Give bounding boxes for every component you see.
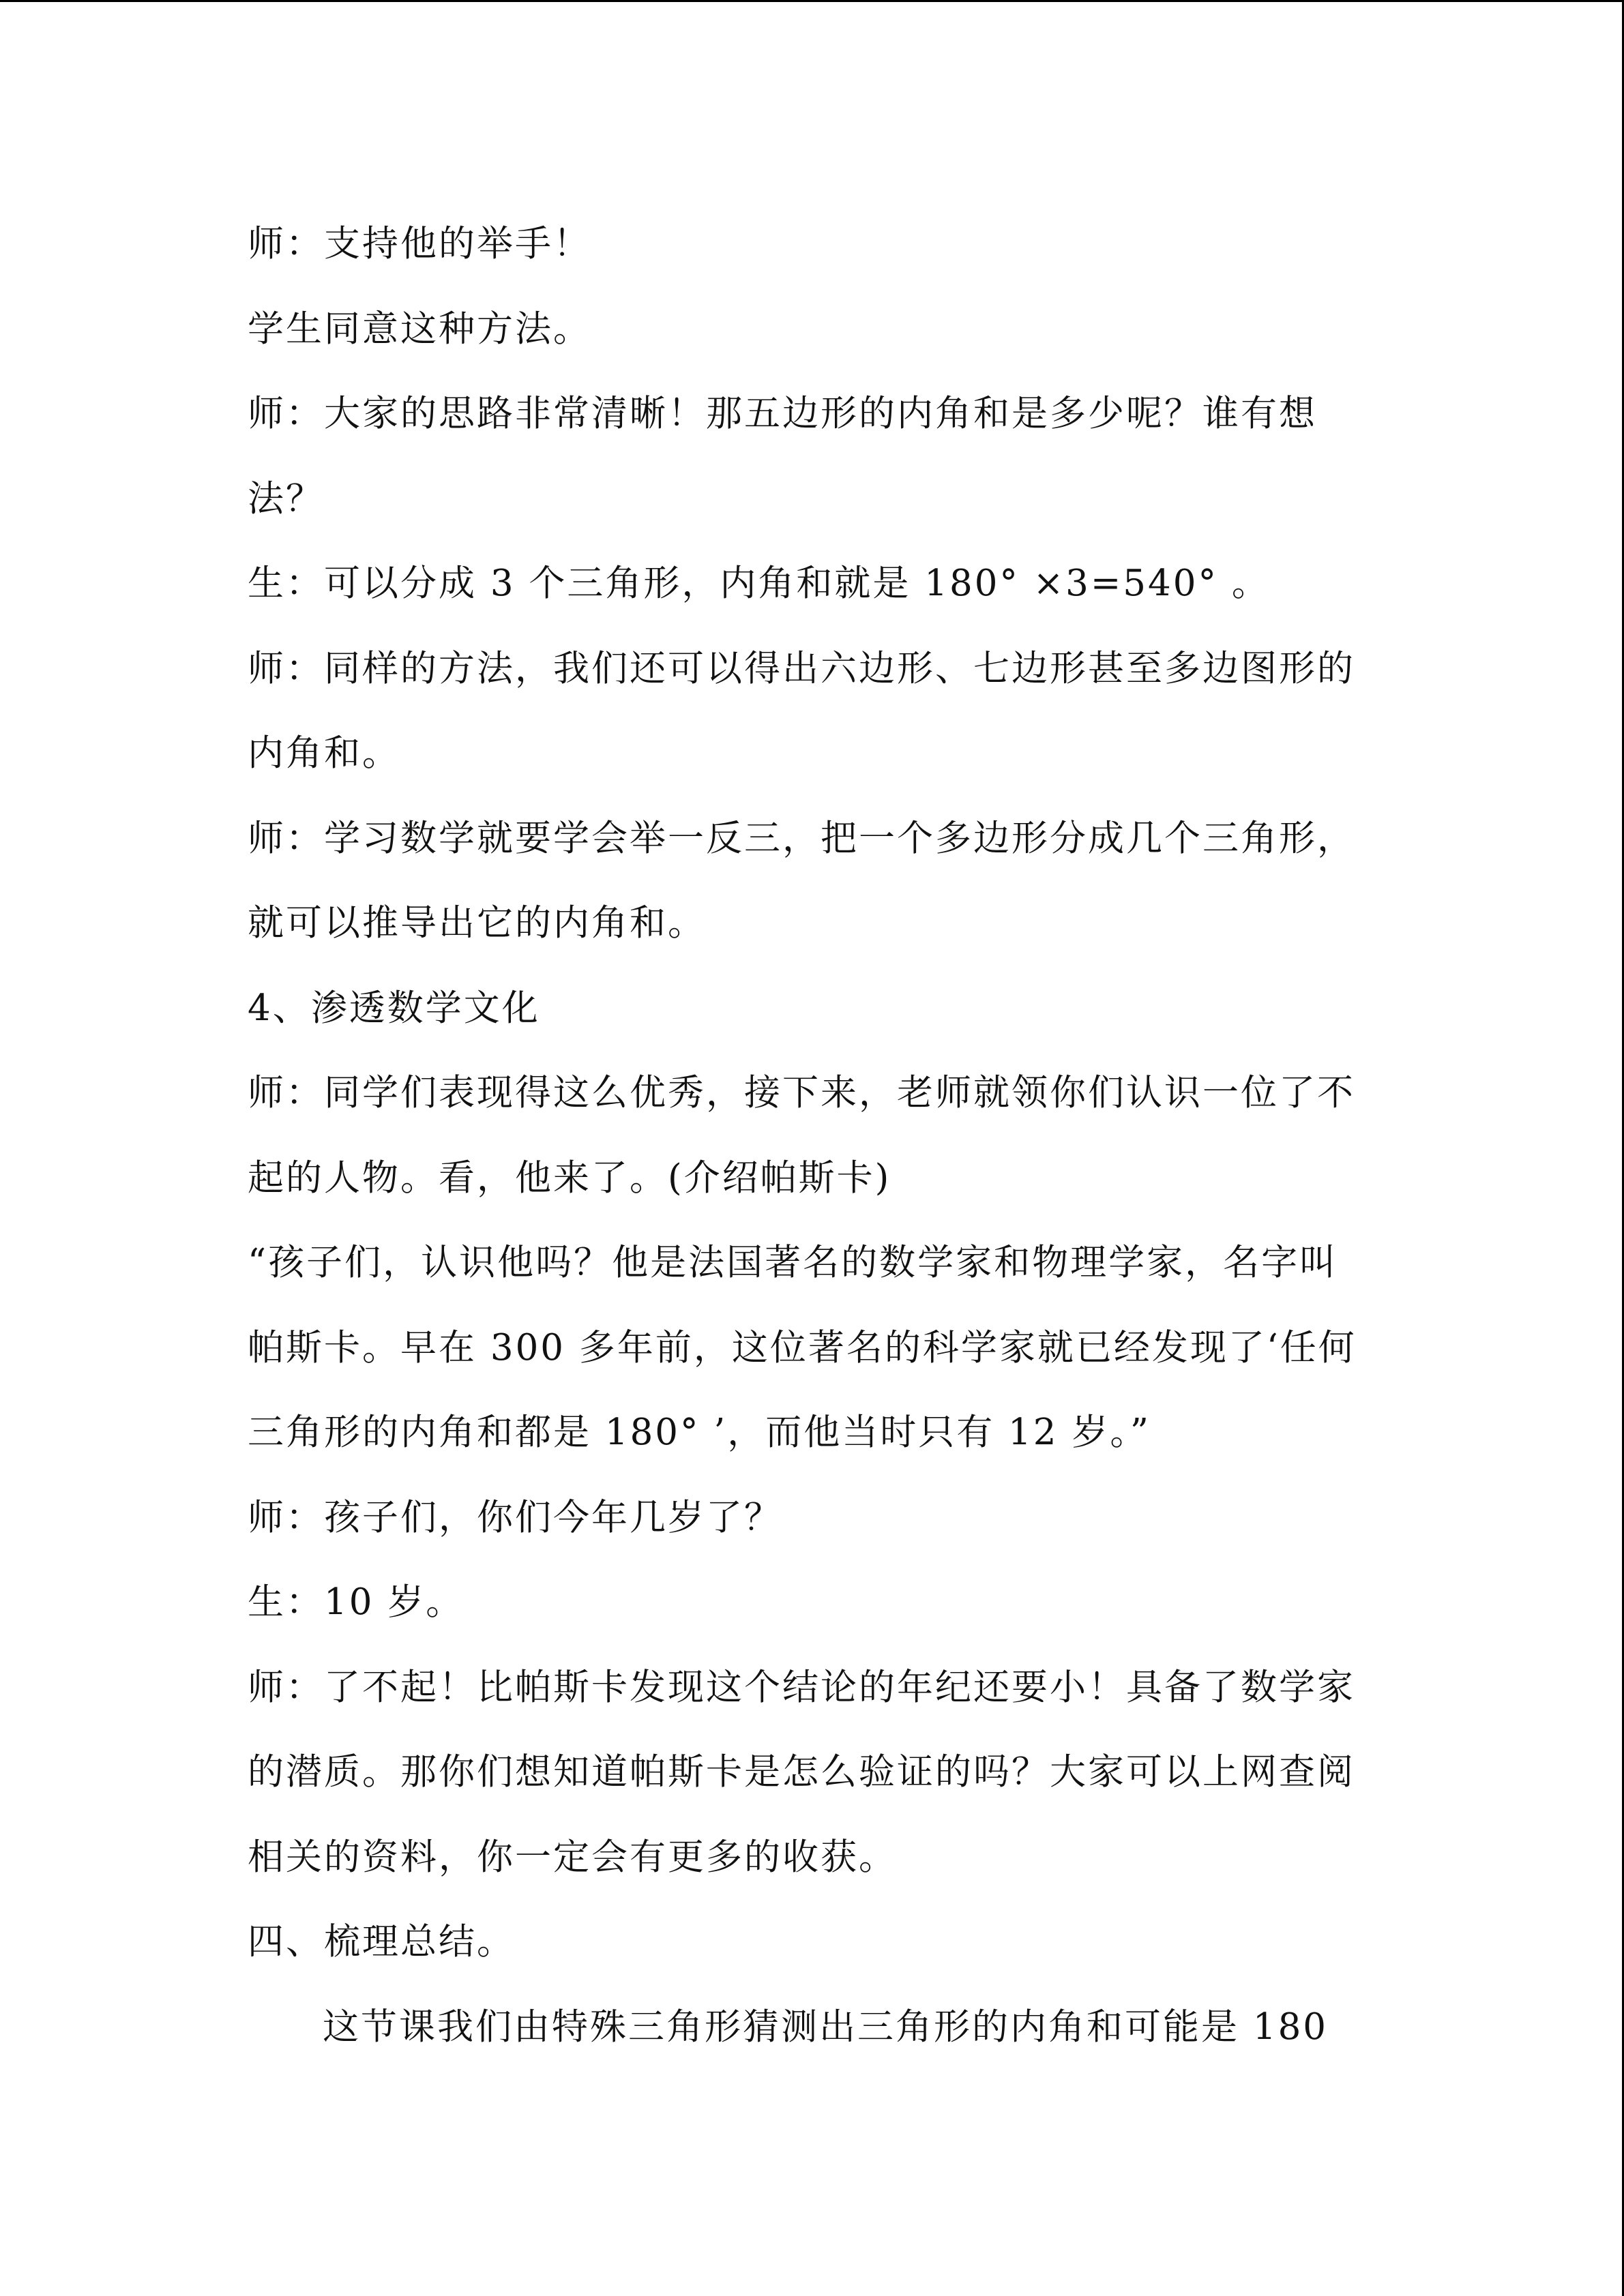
paragraph-line: 生：可以分成 3 个三角形，内角和就是 180° ×3=540° 。	[248, 563, 1270, 604]
page-top-border	[0, 0, 1624, 2]
paragraph-line: 内角和。	[248, 732, 400, 774]
section-heading: 四、梳理总结。	[248, 1921, 515, 1963]
paragraph-line: 师：了不起！比帕斯卡发现这个结论的年纪还要小！具备了数学家	[248, 1666, 1355, 1708]
quote-line: 帕斯卡。早在 300 多年前，这位著名的科学家就已经发现了‘任何	[248, 1326, 1357, 1369]
paragraph-line: 师：大家的思路非常清晰！那五边形的内角和是多少呢？谁有想	[248, 393, 1317, 434]
section-heading: 4、渗透数学文化	[248, 987, 540, 1029]
document-body	[248, 202, 1366, 2070]
quote-line: 三角形的内角和都是 180° ’，而他当时只有 12 岁。”	[248, 1412, 1151, 1453]
paragraph-line: 师：同学们表现得这么优秀，接下来，老师就领你们认识一位了不	[248, 1072, 1355, 1114]
paragraph-line: 师：孩子们，你们今年几岁了？	[248, 1496, 782, 1538]
paragraph-line: 师：学习数学就要学会举一反三，把一个多边形分成几个三角形，	[248, 817, 1355, 859]
paragraph-line: 师：同样的方法，我们还可以得出六边形、七边形甚至多边图形的	[248, 647, 1355, 689]
paragraph-line: 法？	[248, 477, 324, 520]
paragraph-line: 起的人物。看，他来了。(介绍帕斯卡)	[248, 1157, 891, 1199]
quote-line: “孩子们，认识他吗？他是法国著名的数学家和物理学家，名字叫	[248, 1242, 1338, 1283]
paragraph-line: 相关的资料，你一定会有更多的收获。	[248, 1836, 897, 1878]
paragraph-line: 师：支持他的举手！	[248, 223, 591, 265]
paragraph-line: 就可以推导出它的内角和。	[248, 902, 706, 944]
paragraph-line: 这节课我们由特殊三角形猜测出三角形的内角和可能是 180	[323, 2006, 1329, 2048]
paragraph-line: 的潜质。那你们想知道帕斯卡是怎么验证的吗？大家可以上网查阅	[248, 1751, 1355, 1793]
paragraph-line: 生：10 岁。	[248, 1581, 464, 1623]
paragraph-line: 学生同意这种方法。	[248, 308, 591, 350]
